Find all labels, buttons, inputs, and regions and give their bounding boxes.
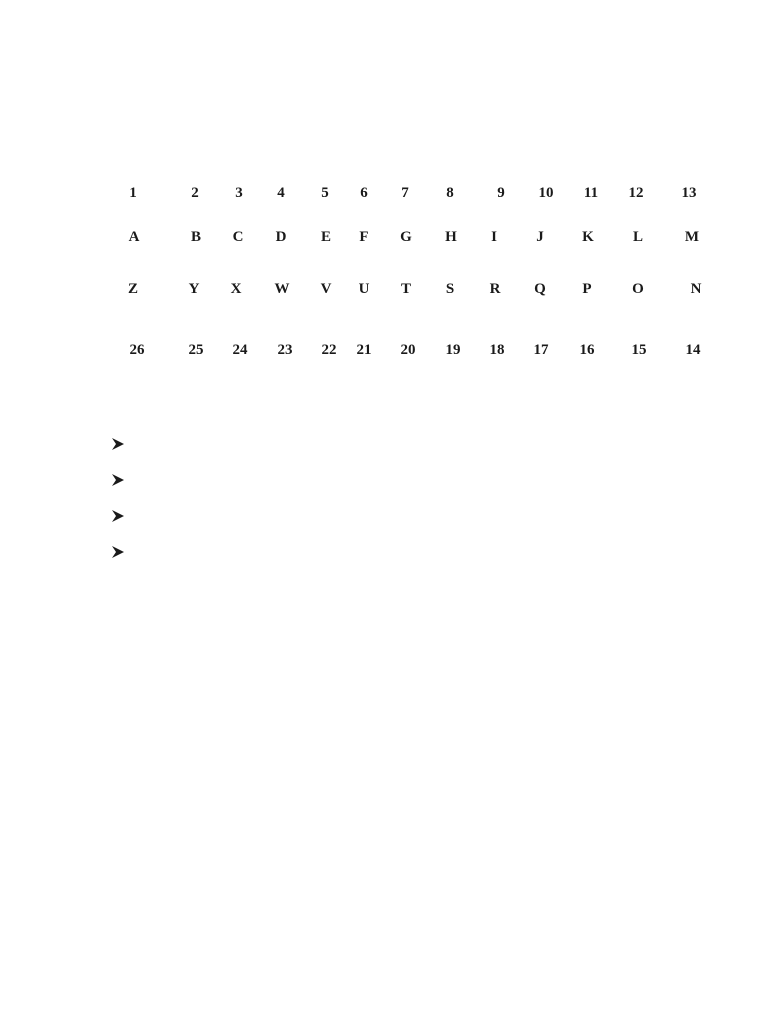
table-cell: C	[232, 229, 244, 245]
list-item	[110, 534, 136, 570]
table-cell: 25	[188, 342, 204, 358]
arrowhead-bullet-icon	[110, 472, 126, 488]
table-cell: 26	[129, 342, 145, 358]
table-cell: O	[632, 281, 644, 297]
table-cell: 22	[321, 342, 337, 358]
table-cell: 21	[356, 342, 372, 358]
table-cell: 12	[628, 185, 644, 201]
list-item	[110, 426, 136, 462]
table-cell: U	[358, 281, 370, 297]
list-item	[110, 462, 136, 498]
table-cell: G	[400, 229, 412, 245]
table-cell: A	[128, 229, 140, 245]
table-cell: D	[275, 229, 287, 245]
table-cell: 7	[401, 185, 409, 201]
table-cell: Y	[188, 281, 200, 297]
table-cell: M	[684, 229, 700, 245]
table-cell: 16	[579, 342, 595, 358]
table-cell: 9	[497, 185, 505, 201]
table-cell: R	[489, 281, 501, 297]
table-cell: E	[320, 229, 332, 245]
arrowhead-bullet-icon	[110, 436, 126, 452]
list-item	[110, 498, 136, 534]
table-cell: 13	[681, 185, 697, 201]
table-cell: 24	[232, 342, 248, 358]
table-cell: L	[632, 229, 644, 245]
table-cell: 11	[583, 185, 599, 201]
table-cell: 3	[235, 185, 243, 201]
table-cell: 5	[321, 185, 329, 201]
table-cell: 18	[489, 342, 505, 358]
table-cell: S	[445, 281, 455, 297]
table-cell: 14	[685, 342, 701, 358]
table-cell: 4	[277, 185, 285, 201]
arrowhead-bullet-icon	[110, 508, 126, 524]
table-cell: F	[359, 229, 369, 245]
letters-forward-row	[0, 222, 768, 252]
table-cell: Q	[534, 281, 546, 297]
table-cell: J	[536, 229, 544, 245]
table-cell: 1	[129, 185, 137, 201]
numbers-reverse-row	[0, 335, 768, 365]
table-cell: P	[582, 281, 592, 297]
table-cell: W	[274, 281, 290, 297]
table-cell: Z	[127, 281, 139, 297]
table-cell: 10	[538, 185, 554, 201]
table-cell: 17	[533, 342, 549, 358]
table-cell: 6	[360, 185, 368, 201]
arrowhead-bullet-icon	[110, 544, 126, 560]
table-cell: 23	[277, 342, 293, 358]
table-cell: I	[491, 229, 497, 245]
table-cell: H	[445, 229, 457, 245]
table-cell: T	[400, 281, 412, 297]
letters-reverse-row	[0, 274, 768, 304]
table-cell: V	[320, 281, 332, 297]
table-cell: N	[690, 281, 702, 297]
table-cell: B	[190, 229, 202, 245]
table-cell: 20	[400, 342, 416, 358]
table-cell: 8	[446, 185, 454, 201]
table-cell: 2	[191, 185, 199, 201]
numbers-forward-row	[0, 178, 768, 208]
table-cell: X	[230, 281, 242, 297]
table-cell: K	[582, 229, 594, 245]
table-cell: 15	[631, 342, 647, 358]
bullet-list	[110, 426, 136, 570]
table-cell: 19	[445, 342, 461, 358]
